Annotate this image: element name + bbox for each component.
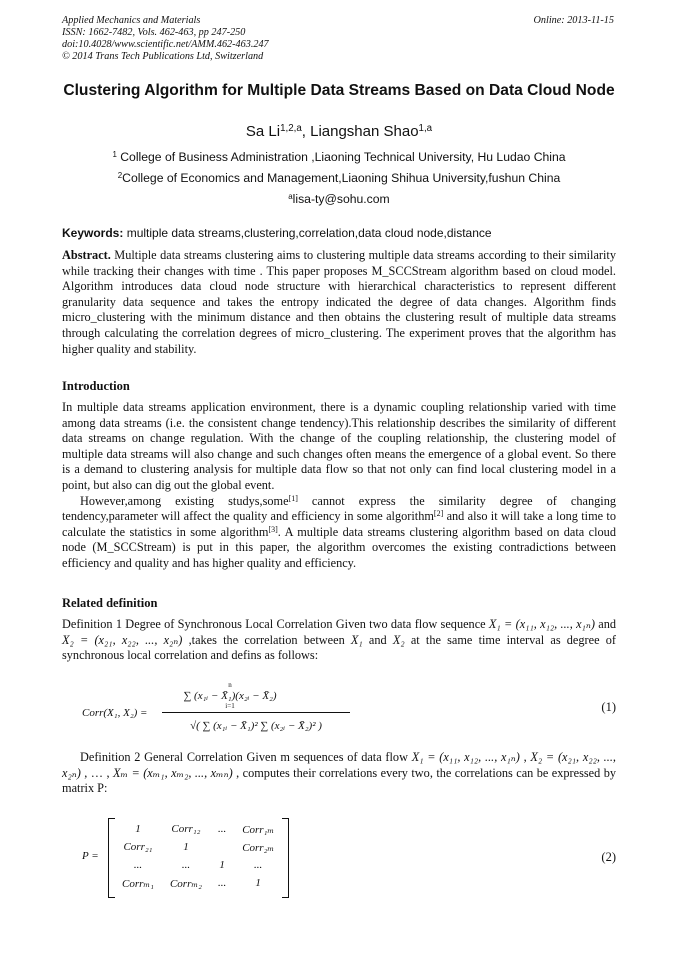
intro-p2-part-d: . A multiple data streams clustering algorithm based on data cloud node (M_SCCStream) is put in this paper, the algorithm overcomes the existing contradictions between efficiency and quality and has higher quality and efficiency. [62,524,616,570]
keywords [62,226,616,240]
matrix-cell: ... [181,859,191,871]
eq1-lhs: Corr(X₁, X₂) = [82,707,148,719]
def1-text-c: ,takes the correlation between [182,632,351,647]
matrix-cell: Corrₘ₁ [122,877,154,890]
definition-2 [62,750,616,797]
online-date: Online: 2013-11-15 [533,15,614,26]
matrix-cell: Corr₁ₘ [242,823,275,836]
x2-sequence: X₂ = (x₂₁, x₂₂, ..., x₂ₙ) [62,632,183,647]
matrix-row [114,856,282,874]
author-1-name: Sa Li [245,123,281,140]
matrix-cell: 1 [183,841,189,853]
keywords-label: Keywords: [62,226,124,240]
matrix-cell: 1 [135,823,141,835]
author-line [62,123,616,140]
author-2-sup: 1,a [418,123,433,135]
x1-sequence: X₁ = (x₁₁, x₁₂, ..., x₁ₙ) [488,617,595,631]
matrix-cell: Corr₂ₘ [242,841,275,854]
email-text: lisa-ty@sohu.com [292,192,390,206]
author-separator: , [301,123,311,140]
introduction-paragraph-1: In multiple data streams application environment, there is a dynamic coupling relationship varied with time among data streams (i.e. the consistent change tendency).This relationship describes the similarity of different data streams on change regulation. With the change of the coupling relationship, the clustering model of multiple data streams will also change and such changes often means the emergence of a global event. So there is a demand to clustering analysis for multiple data flow so that not only can find local clustering model in a point, but also can dig out the global event. [62,400,616,492]
affiliation-1 [62,150,616,164]
matrix-cell: 1 [219,859,225,871]
journal-issn: ISSN: 1662-7482, Vols. 462-463, pp 247-250 [62,27,246,38]
abstract-label: Abstract. [62,248,111,262]
matrix-cell: Corrₘ₂ [169,877,202,890]
equation-1-number: (1) [601,700,616,714]
author-2-name: Liangshan Shao [310,123,419,140]
affiliation-2-text: College of Economics and Management,Liaoning Shihua University,fushun China [122,171,561,185]
matrix-cell: ... [133,859,143,871]
section-heading-related-definition: Related definition [62,596,158,610]
abstract-text: Multiple data streams clustering aims to clustering multiple data streams according to their similarity while tracking their changes with time . This paper proposes M_SCCStream algorithm based on cloud model. Algorithm introduces data cloud node structure with hierarchical characteristics to represent different granularity data sequence and takes the entropy indicated the degree of data changes. Algorithm finds micro_clustering with the minimum distance and then obtains the clustering result of multiple data streams through calculating the correlation degrees of micro_clustering. The experiment proves that the algorithm has higher quality and stability. [62,248,616,356]
citation-1[interactable]: [1] [288,493,298,503]
affiliation-1-sup: 1 [112,150,117,160]
citation-2[interactable]: [2] [433,509,444,519]
matrix-cell: 1 [255,877,261,889]
section-heading-introduction: Introduction [62,379,130,393]
author-1-sup: 1,2,a [280,123,302,135]
keywords-text: multiple data streams,clustering,correlation,data cloud node,distance [123,226,492,240]
xm-sequence: Xₘ = (xₘ₁, xₘ₂, ..., xₘₙ) [113,765,233,780]
eq1-denominator: √( ∑ (x₁ᵢ − X̄₁)² ∑ (x₂ᵢ − X̄₂)² ) [190,720,322,732]
intro-p2-part-a: However,among existing studys,some [80,493,289,508]
matrix-right-bracket [282,818,289,898]
matrix-row [114,820,282,838]
journal-header [62,15,269,63]
matrix-cell: ... [217,877,227,889]
eq1-numerator [170,682,290,710]
affiliation-1-text: College of Business Administration ,Liaoning Technical University, Hu Ludao China [120,150,566,164]
def1-text-e: at the same time interval as degree of synchronous local correlation and defins as follows: [62,632,616,663]
x1-symbol: X₁ [350,632,363,647]
eq1-fraction-bar [162,712,350,713]
introduction-body [62,400,616,572]
matrix-row [114,874,282,892]
affiliation-2 [62,171,616,185]
definition-1 [62,617,616,664]
affiliation-2-sup: 2 [117,171,123,181]
x1-sequence-def2: X₁ = (x₁₁, x₁₂, ..., x₁ₙ) [411,750,520,764]
equation-2 [62,816,616,900]
matrix-cell: ... [254,859,263,871]
def1-text-a: Definition 1 Degree of Synchronous Local Correlation Given two data flow sequence [62,617,489,631]
citation-3[interactable]: [3] [268,524,278,534]
equation-2-number: (2) [601,850,616,864]
equation-1 [62,682,616,746]
author-email [62,192,616,206]
x2-symbol: X₂ [392,632,405,647]
journal-copyright: © 2014 Trans Tech Publications Ltd, Switzerland [62,51,264,62]
def2-text-d: , computes their correlations every two, the correlations can be expressed by matrix P: [62,765,617,796]
journal-doi: doi:10.4028/www.scientific.net/AMM.462-463.247 [62,39,269,50]
eq1-num-sum-top: n [228,681,232,689]
abstract [62,248,616,357]
eq1-num-expression: ∑ (x₁ᵢ − X̄₁)(x₂ᵢ − X̄₂) [183,690,277,702]
matrix-cell: Corr₂₁ [123,841,153,853]
intro-p2-part-b: cannot express the similarity degree of changing tendency,parameter will affect the quality and efficiency in some algorithm [62,493,617,524]
email-sup: a [288,192,293,202]
matrix-cell: ... [217,823,227,835]
correlation-matrix [114,820,282,892]
paper-title: Clustering Algorithm for Multiple Data Streams Based on Data Cloud Node [63,82,615,99]
eq1-num-sum-bottom: i=1 [225,702,235,710]
def1-text-d: and [362,632,393,647]
eq2-lhs: P = [82,850,99,862]
journal-name: Applied Mechanics and Materials [62,15,201,26]
matrix-cell: Corr₁₂ [171,823,201,835]
introduction-paragraph-2 [62,494,616,572]
def2-text-a: Definition 2 General Correlation Given m sequences of data flow [80,750,412,764]
x2-sequence-def2: X₂ = (x₂₁, x₂₂, ..., x₂ₙ) [62,750,616,780]
matrix-row [114,838,282,856]
def2-text-b: , [519,750,531,764]
matrix-cell [210,838,234,856]
intro-p2-part-c: and also it will take a long time to calculate the statistics in some algorithm [62,509,617,539]
def1-text-b: and [594,617,616,631]
def2-text-c: , … , [80,765,113,780]
